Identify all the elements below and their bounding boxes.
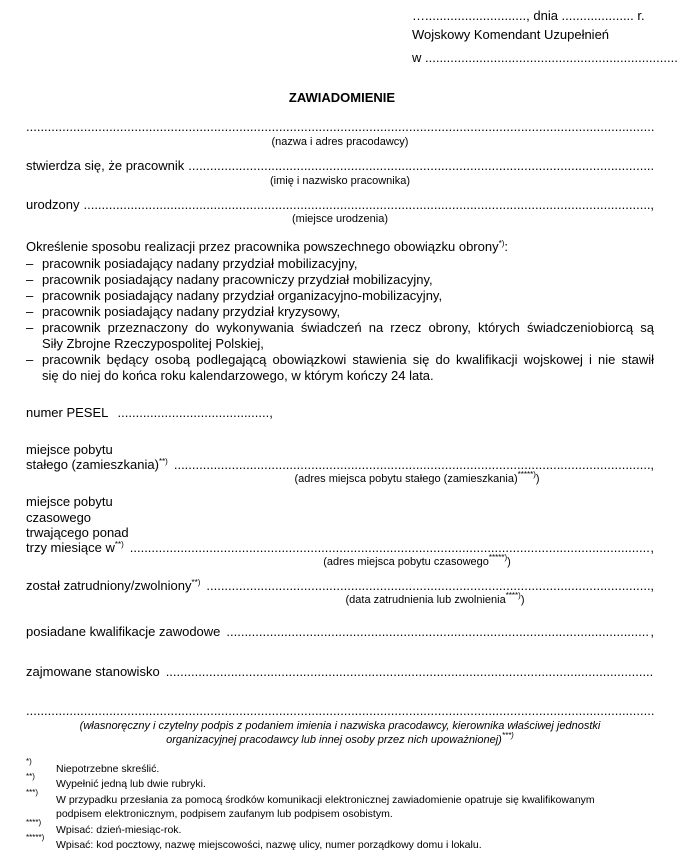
perm-label-line1: miejsce pobytu <box>26 442 113 457</box>
addressee-location: w ...................................................................... <box>412 50 678 65</box>
born-field <box>83 197 650 212</box>
footnote-text: Wpisać: dzień-miesiąc-rok. <box>56 824 182 836</box>
footnote-text: Wpisać: kod pocztowy, nazwę miejscowości, nazwę ulicy, numer porządkowy domu i lokalu. <box>56 839 482 851</box>
pesel-row <box>26 405 273 420</box>
qualifications-field <box>226 624 650 639</box>
temp-caption: (adres miejsca pobytu czasowego*****)) <box>323 553 511 568</box>
option-item-continued: Siły Zbrojne Rzeczypospolitej Polskiej, <box>42 336 264 351</box>
perm-row: stałego (zamieszkania)**) ..... , <box>26 457 654 472</box>
footnote-mark: *****) <box>26 833 45 842</box>
temp-row: trzy miesiące w**) ..... , <box>26 540 654 555</box>
option-item: pracownik posiadający nadany przydział organizacyjno-mobilizacyjny, <box>42 288 443 303</box>
temp-label-line2: czasowego <box>26 510 92 525</box>
option-dash: – <box>26 320 34 335</box>
option-item: pracownik przeznaczony do wykonywania świadczeń na rzecz obrony, których świadczeniobiorcą są <box>42 320 654 335</box>
option-dash: – <box>26 272 34 287</box>
footnote-text: W przypadku przesłania za pomocą środków komunikacji elektronicznej zawiadomienie opatruje się kwalifikowanym <box>56 794 595 806</box>
employer-caption: (nazwa i adres pracodawcy) <box>271 136 409 148</box>
qualifications-row: posiadane kwalifikacje zawodowe ..... , <box>26 624 654 639</box>
option-item: pracownik posiadający nadany pracowniczy przydział mobilizacyjny, <box>42 272 433 287</box>
option-dash: – <box>26 256 34 271</box>
position-field <box>166 664 654 679</box>
employee-label: stwierdza się, że pracownik <box>26 158 185 173</box>
option-item: pracownik będący osobą podlegającą obowiązkowi stawienia się do kwalifikacji wojskowej i nie stawił <box>42 352 654 367</box>
signature-caption-line2: organizacyjnej pracodawcy lub innej osoby przez nich upoważnionej)***) <box>166 731 514 746</box>
temp-address-field <box>130 540 651 555</box>
addressee: Wojskowy Komendant Uzupełnień <box>412 27 610 42</box>
qualifications-label: posiadane kwalifikacje zawodowe <box>26 624 221 639</box>
footnote-mark: ****) <box>26 818 42 827</box>
option-item-continued: się do niej do końca roku kalendarzowego, w którym kończy 24 lata. <box>42 368 434 383</box>
temp-label-line3: trwającego ponad <box>26 525 129 540</box>
footnote-mark: **) <box>26 772 35 781</box>
footnote-mark: ***) <box>26 788 39 797</box>
temp-label: trzy miesiące w**) <box>26 540 124 555</box>
employed-row: został zatrudniony/zwolniony**) ..... , <box>26 578 654 593</box>
signature-caption-line1: (własnoręczny i czytelny podpis z podaniem imienia i nazwiska pracodawcy, kierownika właściwej jednostki <box>79 720 601 732</box>
perm-caption: (adres miejsca pobytu stałego (zamieszkania)*****)) <box>294 470 540 485</box>
perm-address-field <box>174 457 651 472</box>
option-item: pracownik posiadający nadany przydział kryzysowy, <box>42 304 341 319</box>
footnote-text: Wypełnić jedną lub dwie rubryki. <box>56 778 206 790</box>
pesel-label: numer PESEL <box>26 405 108 420</box>
employer-field <box>26 119 654 134</box>
option-dash: – <box>26 288 34 303</box>
option-item: pracownik posiadający nadany przydział mobilizacyjny, <box>42 256 358 271</box>
born-label: urodzony <box>26 197 80 212</box>
date-line: …............................, dnia .................... r. <box>412 8 645 23</box>
temp-label-line1: miejsce pobytu <box>26 494 113 509</box>
option-dash: – <box>26 352 34 367</box>
signature-field <box>26 703 654 718</box>
footnote-text-continued: podpisem elektronicznym, podpisem zaufanym lub podpisem osobistym. <box>56 808 393 820</box>
employed-label: został zatrudniony/zwolniony**) <box>26 578 201 593</box>
born-caption: (miejsce urodzenia) <box>292 213 388 225</box>
document-title: ZAWIADOMIENIE <box>288 90 396 105</box>
pesel-field: .........................................., <box>117 405 273 420</box>
employed-caption: (data zatrudnienia lub zwolnienia****)) <box>345 591 525 606</box>
footnote-mark: *) <box>26 757 32 766</box>
born-row: urodzony ..... , <box>26 197 654 212</box>
position-label: zajmowane stanowisko <box>26 664 160 679</box>
employed-date-field <box>206 578 650 593</box>
employee-caption: (imię i nazwisko pracownika) <box>270 175 410 187</box>
option-dash: – <box>26 304 34 319</box>
perm-label: stałego (zamieszkania)**) <box>26 457 168 472</box>
employee-row <box>26 158 654 173</box>
position-row <box>26 664 654 679</box>
footnote-text: Niepotrzebne skreślić. <box>56 763 160 775</box>
method-heading: Określenie sposobu realizacji przez pracownika powszechnego obowiązku obrony*): <box>26 239 508 254</box>
employee-field <box>188 158 654 173</box>
